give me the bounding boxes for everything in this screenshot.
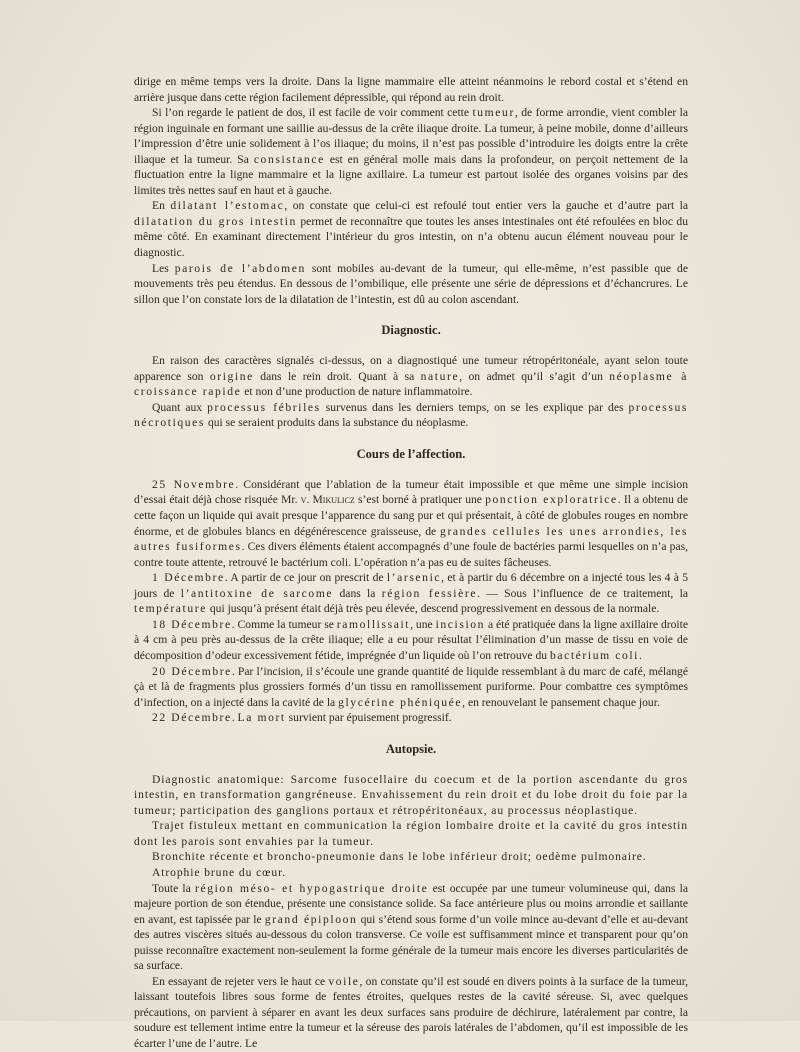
spaced-term: dilatant l’estomac: [170, 199, 285, 213]
paragraph-abdominal-walls: Les parois de l’abdomen sont mobiles au-devant de la tumeur, qui elle-même, n’est passible que de mouvements très peu étendus. En dessous de l’ombilique, elle présente une série de dépressions et d’échancrures. Le sillon que l’on constate lors de la dilatation de l’intestin, est dû au colon ascendant.: [134, 261, 688, 306]
spaced-term: tumeur: [472, 106, 515, 120]
spaced-term: ramollissait: [336, 617, 411, 631]
paragraph-tumor-extent: dirige en même temps vers la droite. Dans la ligne mammaire elle atteint néanmoins le rebord costal et s’étend en arrière jusque dans cette région facilement dépressible, qui répond au rein droit.: [134, 75, 688, 104]
spaced-term: région méso- et hypogastrique droite: [195, 881, 429, 895]
entry-date: 1 Décembre: [152, 571, 225, 585]
spaced-term: La mort: [237, 711, 286, 725]
spaced-term: région fessière: [381, 586, 478, 600]
spaced-term: température: [134, 602, 207, 616]
spaced-term: incision: [435, 617, 486, 631]
heading-diagnostic: Diagnostic.: [381, 323, 441, 338]
spaced-term: nature: [420, 369, 460, 383]
spaced-term: processus fébriles: [207, 400, 321, 414]
spaced-term: ponction exploratrice: [485, 493, 618, 507]
paragraph-febrile-processes: Quant aux processus fébriles survenus dans les derniers temps, on se les explique par des processus nécrotiques qui se seraient produits dans la substance du néoplasme.: [134, 400, 688, 430]
heading-autopsy: Autopsie.: [385, 741, 437, 756]
paragraph-entry-1-december: 1 Décembre. A partir de ce jour on prescrit de l’arsenic, et à partir du 6 décembre on a injecté tous les 4 à 5 jours de l’antitoxine de sarcome dans la région fessière. — Sous l’influence de ce traitement, la température qui jusqu’à présent était déjà très peu élevée, descend progressivement en dessous de la normale.: [134, 571, 688, 616]
entry-date: 25 Novembre: [152, 477, 236, 491]
entry-date: 22 Décembre: [152, 711, 232, 725]
paragraph-diagnosis: En raison des caractères signalés ci-dessus, on a diagnostiqué une tumeur rétropéritonéale, ayant selon toute apparence son origine dans le rein droit. Quant à sa nature, on admet qu’il s’agit d’un néoplasme à croissance rapide et non d’une production de nature inflammatoire.: [134, 354, 688, 399]
paragraph-heart-atrophy: Atrophie brune du cœur.: [152, 865, 287, 879]
paragraph-entry-18-december: 18 Décembre. Comme la tumeur se ramollissait, une incision a été pratiquée dans la ligne axillaire droite à 4 cm à peu près au-dessus de la crête iliaque; elle a eu pour résultat l’élimination d’un masse de tissu en voie de décomposition d’odeur excessivement fétide, imprégnée d’un liquide où l’on retrouve du bactérium coli.: [134, 617, 688, 662]
spaced-term: grand épiploon: [264, 912, 358, 926]
spaced-term: origine: [209, 369, 254, 383]
paragraph-entry-20-december: 20 Décembre. Par l’incision, il s’écoule une grande quantité de liquide ressemblant à du marc de café, mélangé çà et là de fragments plus grossiers formés d’un tissu en ramollissement puriforme. Pour combattre ces symptômes d’infection, on a injecté dans la cavité de la glycérine phéniquée, en renouvelant le pansement chaque jour.: [134, 664, 688, 709]
spaced-term: consistance: [253, 152, 325, 166]
spaced-term: l’antitoxine de sarcome: [180, 586, 334, 600]
spaced-term: glycérine phéniquée: [338, 695, 463, 709]
paragraph-anatomical-diagnosis: Diagnostic anatomique: Sarcome fusocellaire du coecum et de la portion ascendante du gros intestin, en transformation gangréneuse. Envahissement du rein droit et du lobe droit du foie par la tumeur; participation des ganglions portaux et rétropéritonéaux, au processus néoplastique.: [134, 772, 688, 817]
paragraph-fistula: Trajet fistuleux mettant en communication la région lombaire droite et la cavité du gros intestin dont les parois sont envahies par la tumeur.: [134, 819, 688, 848]
spaced-term: processus nécrotiques: [134, 400, 688, 430]
spaced-term: voile: [328, 974, 360, 988]
heading-course-of-illness: Cours de l’affection.: [356, 446, 466, 461]
spaced-term: l’arsenic: [386, 571, 442, 585]
spaced-term: dilatation du gros intestin: [134, 214, 297, 228]
surgeon-name: v. Mikulicz: [300, 493, 355, 507]
page-content: [134, 74, 688, 1052]
entry-date: 18 Décembre: [152, 617, 232, 631]
spaced-term: bactérium coli: [549, 648, 640, 662]
paragraph-entry-25-november: 25 Novembre. Considérant que l’ablation de la tumeur était impossible et que même une simple incision d’essai était déjà chose risquée Mr. v. Mikulicz s’est borné à pratiquer une ponction exploratrice. Il a obtenu de cette façon un liquide qui avait presque l’apparence du sang pur et qui présentait, à côté de globules rouges en nombre énorme, et de globules blancs en dégénérescence graisseuse, de grandes cellules les unes arrondies, les autres fusiformes. Ces divers éléments étaient accompagnés d’une foule de bactéries parmi lesquelles on n’a pas, contre toute attente, retrouvé le bactérium coli. L’opération n’a pas eu de suites fâcheuses.: [134, 477, 689, 569]
entry-date: 20 Décembre: [152, 664, 232, 678]
paragraph-veil: En essayant de rejeter vers le haut ce voile, on constate qu’il est soudé en divers points à la surface de la tumeur, laissant toutefois libres sous forme de fentes étroites, quelques restes de la cavité séreuse. Si, avec quelques précautions, on parvient à séparer en avant les deux surfaces sans produire de déchirure, latéralement par contre, la soudure est tellement intime entre la tumeur et la séreuse des parois latérales de l’abdomen, qu’il est impossible de les écarter l’une de l’autre. Le: [134, 974, 688, 1050]
paragraph-entry-22-december: 22 Décembre. La mort survient par épuisement progressif.: [152, 711, 452, 725]
paragraph-bronchitis: Bronchite récente et broncho-pneumonie dans le lobe inférieur droit; oedème pulmonaire.: [152, 850, 647, 864]
anatomical-diagnosis: [134, 772, 688, 881]
spaced-term: grandes cellules les unes arrondies, les autres fusiformes: [134, 524, 688, 554]
paragraph-tumor-region: Toute la région méso- et hypogastrique droite est occupée par une tumeur volumineuse qui, dans la majeure portion de son étendue, présente une consistance solide. Sa face antérieure plus ou moins arrondie et saillante en avant, est tapissée par le grand épiploon qui s’étend sous forme d’un voile mince au-devant d’elle et au-devant des autres viscères situés au-dessous du colon transverse. Ce voile est suffisamment mince et transparent pour qu’on puisse reconnaître exactement non-seulement la forme générale de la tumeur mais encore les diverses particularités de sa surface.: [134, 881, 689, 973]
spaced-term: parois de l’abdomen: [174, 261, 306, 275]
paragraph-tumor-inspection: Si l’on regarde le patient de dos, il est facile de voir comment cette tumeur, de forme arrondie, vient combler la région inguinale en formant une saillie au-dessus de la crête iliaque droite. La tumeur, à peine mobile, donne d’ailleurs l’impression d’être unie solidement à l’os iliaque; du moins, il n’est pas possible d’introduire les doigts entre la crête iliaque et la tumeur. Sa consistance est en général molle mais dans la profondeur, on perçoit nettement de la fluctuation entre la ligne mammaire et la ligne axillaire. La tumeur est partout isolée des organes voisins par des limites très nettes sauf en haut et à gauche.: [134, 106, 689, 197]
paragraph-stomach-dilatation: En dilatant l’estomac, on constate que celui-ci est refoulé tout entier vers la gauche et d’autre part la dilatation du gros intestin permet de reconnaître que toutes les anses intestinales ont été refoulées en bloc du même côté. En examinant directement l’intérieur du gros intestin, on n’a obtenu aucun élément nouveau pour le diagnostic.: [134, 199, 689, 260]
spaced-term: néoplasme à croissance rapide: [134, 369, 688, 399]
